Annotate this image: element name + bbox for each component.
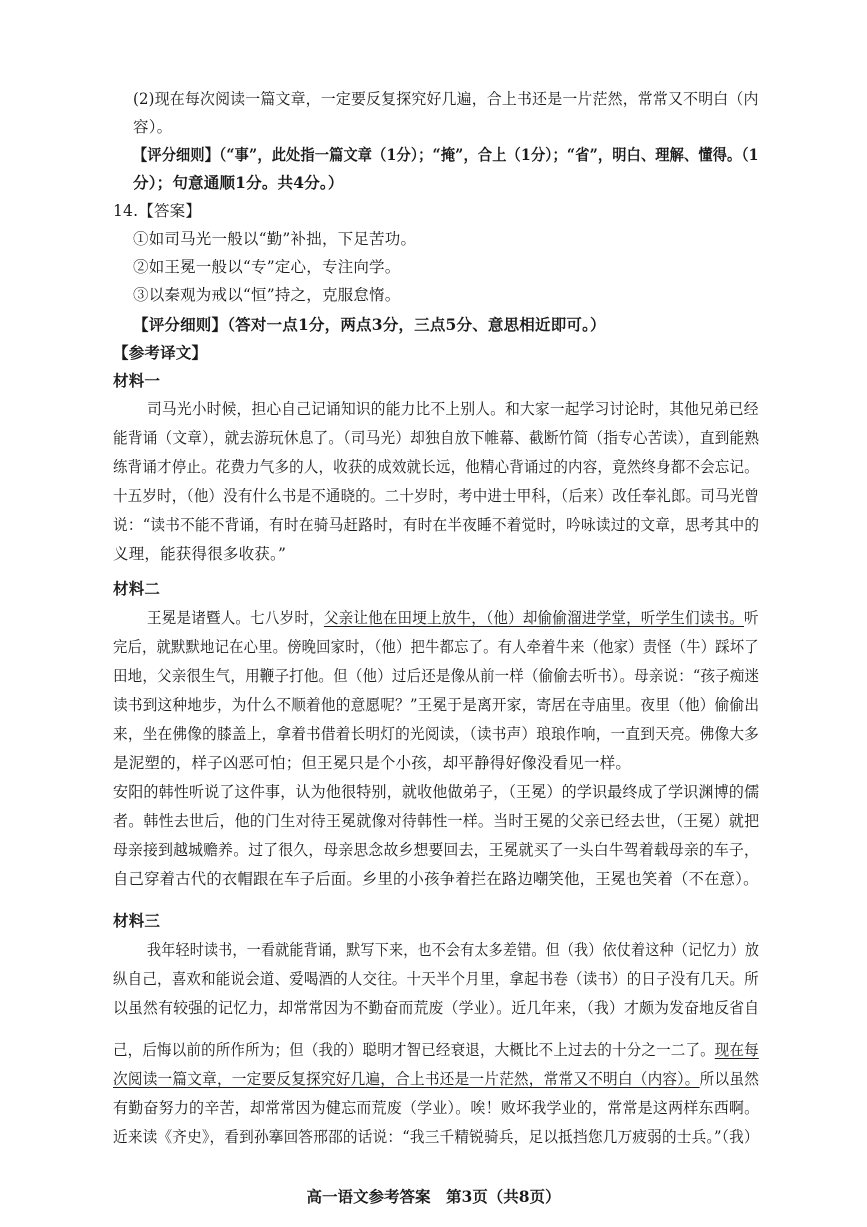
page-footer: 高一语文参考答案 第3页（共8页） bbox=[306, 1187, 561, 1206]
material-2-line: 自己穿着古代的衣帽跟在车子后面。乡里的小孩争着拦在路边嘲笑他，王冕也笑着（不在意）。 bbox=[113, 870, 759, 888]
underlined-key-sentence-end: 次阅读一篇文章，一定要反复探究好几遍，合上书还是一片茫然，常常又不明白（内容）。 bbox=[113, 1070, 700, 1088]
translation-header: 【参考译文】 bbox=[113, 343, 208, 362]
material-3-line: 纵自己，喜欢和能说会道、爱喝酒的人交往。十天半个月里，拿起书卷（读书）的日子没有几天。所 bbox=[113, 970, 759, 988]
material-2-title: 材料二 bbox=[113, 579, 161, 598]
material-2-line: 来，坐在佛像的膝盖上，拿着书借着长明灯的光阅读，（读书声）琅琅作响，一直到天亮。佛像大多 bbox=[113, 725, 760, 743]
q13-translation-line2: 容）。 bbox=[133, 118, 173, 136]
q13-translation-line1: (2)现在每次阅读一篇文章，一定要反复探究好几遍，合上书还是一片茫然，常常又不明白（内 bbox=[133, 90, 759, 108]
material-1-line: 十五岁时，（他）没有什么书是不通晓的。二十岁时，考中进士甲科，（后来）改任奉礼郎。司马光曾 bbox=[113, 487, 760, 505]
material-3-line bbox=[113, 1040, 759, 1060]
material-3-title: 材料三 bbox=[113, 911, 161, 930]
material-3-line5-end: 所以虽然 bbox=[699, 1070, 760, 1088]
material-1-line: 能背诵（文章），就去游玩休息了。（司马光）却独自放下帷幕、截断竹简（指专心苦读），直到能熟 bbox=[113, 429, 760, 447]
material-1-line: 义理，能获得很多收获。” bbox=[113, 545, 287, 563]
material-2-line: 读书到这种地步，为什么不顺着他的意愿呢？”王冕于是离开家，寄居在寺庙里。夜里（他）偷偷出 bbox=[113, 696, 760, 714]
material-2-line: 完后，就默默地记在心里。傍晚回家时，（他）把牛都忘了。有人牵着牛来（他家）责怪（牛）踩坏了 bbox=[113, 638, 759, 656]
material-3-line: 以虽然有较强的记忆力，却常常因为不勤奋而荒废（学业）。近几年来，（我）才颇为发奋地反省自 bbox=[113, 999, 760, 1017]
material-3-line bbox=[113, 1069, 759, 1089]
q14-answer-2: ②如王冕一般以“专”定心，专注向学。 bbox=[133, 258, 401, 276]
material-1-line: 司马光小时候，担心自己记诵知识的能力比不上别人。和大家一起学习讨论时，其他兄弟已经 bbox=[147, 400, 759, 418]
material-3-line: 近来读《齐史》，看到孙搴回答邢邵的话说：“我三千精锐骑兵，足以抵挡您几万疲弱的士兵。”（我） bbox=[113, 1128, 759, 1146]
material-2-line: 田地，父亲很生气，用鞭子打他。但（他）过后还是像从前一样（偷偷去听书）。母亲说：“孩子痴迷 bbox=[113, 667, 760, 685]
q14-answer-1: ①如司马光一般以“勤”补拙，下足苦功。 bbox=[133, 230, 417, 248]
material-2-line: 母亲接到越城赡养。过了很久，母亲思念故乡想要回去，王冕就买了一头白牛驾着载母亲的车子， bbox=[113, 841, 760, 859]
underlined-key-sentence: 父亲让他在田埂上放牛，（他）却偷偷溜进学堂，听学生们读书。 bbox=[323, 609, 744, 627]
material-1-line: 说：“读书不能不背诵，有时在骑马赶路时，有时在半夜睡不着觉时，吟咏读过的文章，思考其中的 bbox=[113, 516, 760, 534]
material-2-line: 是泥塑的，样子凶恶可怕；但王冕只是个小孩，却平静得好像没看见一样。 bbox=[113, 754, 632, 772]
underlined-key-sentence-start: 现在每 bbox=[714, 1041, 759, 1059]
material-1-line: 练背诵才停止。花费力气多的人，收获的成效就长远，他精心背诵过的内容，竟然终身都不会忘记。 bbox=[113, 458, 759, 476]
material-3-line4-start: 己，后悔以前的所作所为；但（我的）聪明才智已经衰退，大概比不上过去的十分之一二了。 bbox=[113, 1041, 715, 1059]
q13-scoring-line1: 【评分细则】（“事”，此处指一篇文章（1分）；“掩”，合上（1分）；“省”，明白、理解、懂得。（1 bbox=[133, 145, 759, 164]
material-1-title: 材料一 bbox=[113, 371, 161, 390]
q13-scoring-line2: 分）；句意通顺1分。共4分。） bbox=[133, 173, 344, 192]
material-2-line: 安阳的韩性听说了这件事，认为他很特别，就收他做弟子，（王冕）的学识最终成了学识渊博的儒 bbox=[113, 783, 760, 801]
q14-answer-3: ③以秦观为戒以“恒”持之，克服怠惰。 bbox=[133, 286, 401, 304]
material-3-line: 我年轻时读书，一看就能背诵，默写下来，也不会有太多差错。但（我）依仗着这种（记忆力）放 bbox=[147, 941, 760, 959]
material-3-line: 有勤奋努力的辛苦，却常常因为健忘而荒废（学业）。唉！败坏我学业的，常常是这两样东西啊。 bbox=[113, 1099, 760, 1117]
material-2-line: 者。韩性去世后，他的门生对待王冕就像对待韩性一样。当时王冕的父亲已经去世，（王冕）就把 bbox=[113, 812, 760, 830]
material-2-line1-end: 听 bbox=[743, 609, 759, 627]
q14-scoring: 【评分细则】（答对一点1分，两点3分，三点5分、意思相近即可。） bbox=[133, 315, 606, 334]
material-2-line bbox=[147, 608, 759, 628]
material-2-line1-start: 王冕是诸暨人。七八岁时， bbox=[147, 609, 324, 627]
q14-header: 14.【答案】 bbox=[113, 202, 202, 220]
